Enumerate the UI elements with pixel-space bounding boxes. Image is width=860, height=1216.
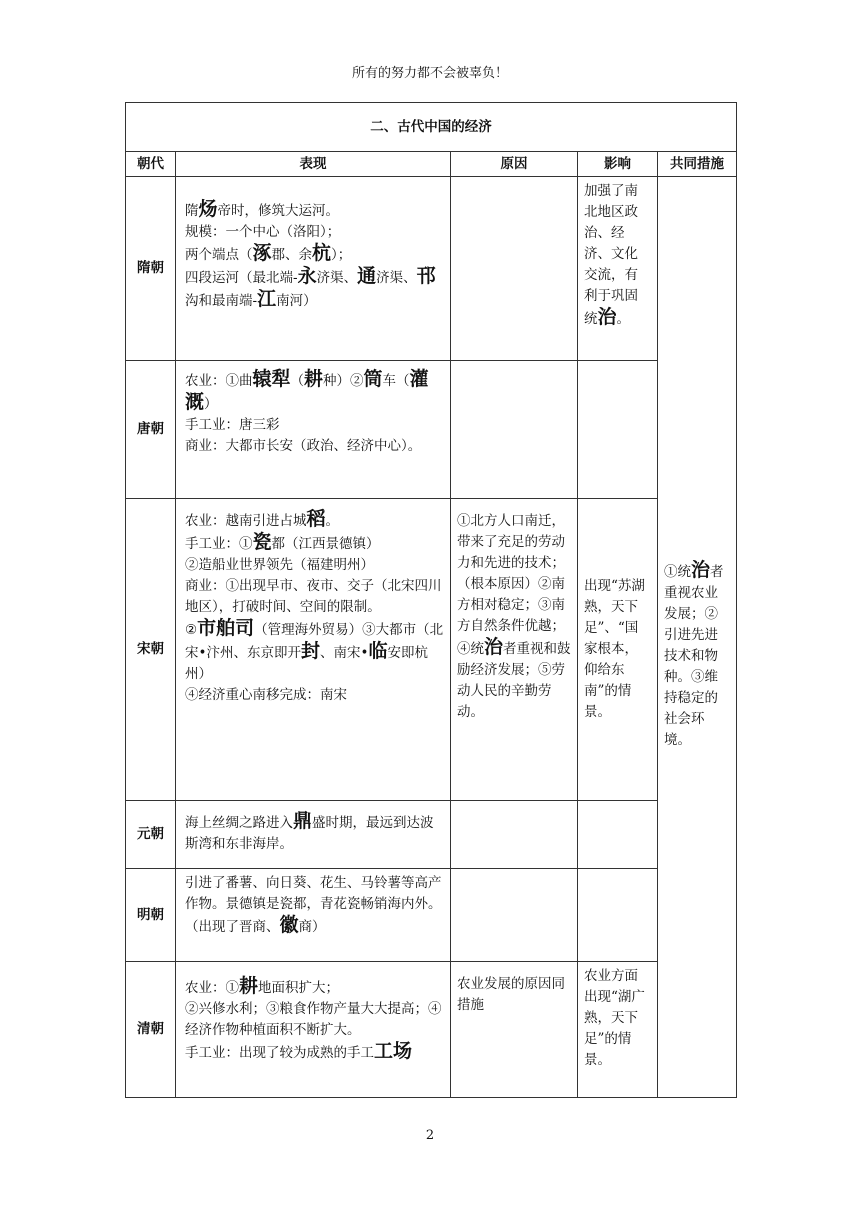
dynasty-ming: 明朝 [126,869,176,962]
dynasty-yuan: 元朝 [126,801,176,869]
row-song [126,499,737,801]
emphasized-char: 耕 [239,975,259,997]
text-line [185,811,444,855]
text-run: 商业：①出现早市、夜市、交子（北宋四川地区），打破时间、空间的限制。 [185,578,442,615]
impact-qing: 农业方面出现“湖广熟，天下足”的情景。 [578,962,658,1098]
emphasized-char: 治 [484,636,504,658]
text-run: 济渠、 [376,270,417,286]
text-run: ①统 [664,563,691,580]
text-run: ②兴修水利；③粮食作物产量大大提高；④经济作物种植面积不断扩大。 [185,1001,442,1038]
text-run: 手工业：① [185,536,253,552]
text-run: （ [290,373,305,389]
text-line [185,436,444,457]
text-run: 农业：① [185,980,239,996]
text-run: 规模：一个中心（洛阳）； [185,224,341,240]
text-run: 农业：①曲 [185,373,253,389]
text-run: 出现“苏湖熟，天下足”、“国家根本，仰给东南”的情景。 [584,578,645,720]
text-line [185,618,444,685]
text-run: （管理海外贸易）③大都市（北宋•汴州、东京即开 [185,622,444,661]
text-run: 地面积扩大； [258,980,340,996]
text-run: 手工业：出现了较为成熟的手工 [185,1045,374,1061]
text-run: 两个端点（ [185,247,253,263]
emphasized-char: 市舶司 [197,617,255,639]
col-header-cause: 原因 [451,152,578,177]
cause-ming [451,869,578,962]
text-line [185,873,444,938]
text-run: 。 [616,311,631,327]
text-run: 手工业：唐三彩 [185,417,280,433]
row-qing [126,962,737,1098]
page-number: 2 [425,1128,435,1143]
emphasized-char: 江 [257,288,277,310]
emphasized-char: 瓷 [252,531,272,553]
text-line [185,1041,444,1064]
text-line [185,576,444,618]
text-line [185,222,444,243]
text-line [185,243,444,266]
col-header-performance: 表现 [176,152,451,177]
performance-ming [176,869,451,962]
text-run: 者重视和鼓励经济发展；⑤劳动人民的辛勤劳动。 [457,641,571,720]
text-run: 都（江西景德镇） [271,536,380,552]
col-header-dynasty: 朝代 [126,152,176,177]
impact-ming [578,869,658,962]
dynasty-tang: 唐朝 [126,361,176,499]
performance-tang [176,361,451,499]
text-run: ） [204,396,218,412]
cause-tang [451,361,578,499]
emphasized-char: 耕 [304,368,324,390]
text-run: 四段运河（最北端- [185,270,298,286]
impact-yuan [578,801,658,869]
text-line [185,976,444,999]
text-run: 南河） [276,293,317,309]
text-run: ②造船业世界领先（福建明州） [185,557,374,573]
text-run: ② [185,622,198,638]
text-run: 加强了南北地区政治、经济、文化交流，有利于巩固统 [584,183,638,327]
text-run: 引进了番薯、向日葵、花生、马铃薯等高产作物。景德镇是瓷都，青花瓷畅销海内外。（出现了晋商、 [185,875,442,935]
impact-song [578,499,658,801]
header-row [126,152,737,177]
text-run: 农业：越南引进占城 [185,513,307,529]
text-run: 隋 [185,203,199,219]
emphasized-char: 徽 [279,914,299,936]
cause-qing: 农业发展的原因同措施 [451,962,578,1098]
text-run: 商业：大都市长安（政治、经济中心）。 [185,438,422,454]
emphasized-char: 筒 [363,368,383,390]
emphasized-char: 杭 [312,242,332,264]
text-run: 帝时，修筑大运河。 [217,203,340,219]
col-header-common: 共同措施 [658,152,737,177]
emphasized-char: 封 [300,640,320,662]
performance-qing [176,962,451,1098]
text-line [185,369,444,415]
text-run: 者重视农业发展；②引进先进技术和物种。③维持稳定的社会环境。 [664,563,724,748]
text-line [185,266,444,312]
emphasized-char: 临 [368,640,388,662]
text-run: 郡、余 [271,247,313,263]
emphasized-char: 鼎 [293,810,313,832]
emphasized-char: 邗 [416,265,436,287]
text-run: 济渠、 [316,270,358,286]
table-title: 二、古代中国的经济 [126,103,737,152]
text-run: 安即杭州） [185,645,428,682]
text-run: 盛时期，最远到达波斯湾和东非海岸。 [185,815,434,852]
text-run: 种）② [323,373,364,389]
text-line [185,685,444,706]
emphasized-char: 工场 [374,1040,413,1062]
emphasized-char: 辕犁 [252,368,291,390]
emphasized-char: 稻 [306,508,326,530]
text-line [185,415,444,436]
text-run: 沟和最南端- [185,293,258,309]
cause-song [451,499,578,801]
economy-table [125,102,737,1098]
row-tang [126,361,737,499]
row-yuan [126,801,737,869]
page-header: 所有的努力都不会被辜负！ [351,66,508,81]
text-run: 。 [325,513,340,529]
text-run: 商） [298,919,326,935]
col-header-impact: 影响 [578,152,658,177]
text-line [185,509,444,532]
performance-sui [176,177,451,361]
text-line [185,199,444,222]
impact-tang [578,361,658,499]
performance-song [176,499,451,801]
common-measures [658,177,737,1098]
impact-sui [578,177,658,361]
emphasized-char: 通 [357,265,377,287]
text-run: ）； [331,247,352,263]
text-run: ④经济重心南移完成：南宋 [185,687,347,703]
row-ming [126,869,737,962]
emphasized-char: 治 [597,306,617,328]
text-line [185,999,444,1041]
performance-yuan [176,801,451,869]
cause-sui [451,177,578,361]
dynasty-song: 宋朝 [126,499,176,801]
emphasized-char: 治 [691,558,711,581]
text-run: 海上丝绸之路进入 [185,815,293,831]
cause-yuan [451,801,578,869]
text-run: ①北方人口南迁，带来了充足的劳动力和先进的技术；（根本原因）②南方相对稳定；③南方自然条件优越； [457,513,565,634]
emphasized-char: 灌溉 [185,368,429,413]
emphasized-char: 涿 [252,242,272,264]
text-line [185,532,444,555]
dynasty-sui: 隋朝 [126,177,176,361]
dynasty-qing: 清朝 [126,962,176,1098]
text-run: ④统 [457,641,484,657]
text-line [185,555,444,576]
emphasized-char: 炀 [198,198,218,220]
emphasized-char: 永 [297,265,317,287]
text-run: 车（ [382,373,410,389]
text-run: 、南宋• [319,645,369,661]
row-sui [126,177,737,361]
